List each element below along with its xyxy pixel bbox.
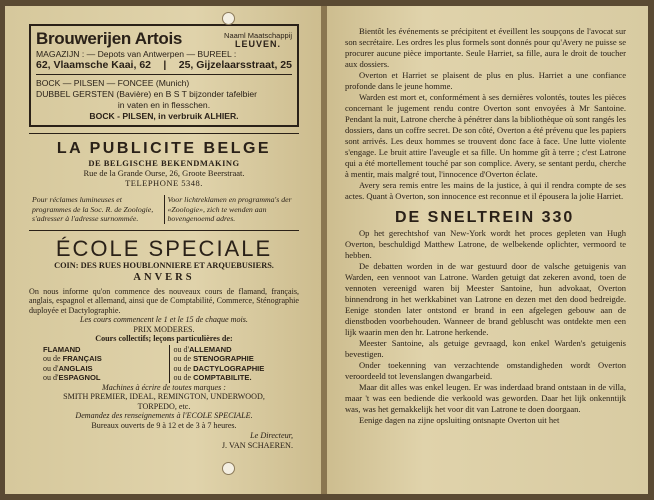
story-paragraph: Eenige dagen na zijne opsluiting ontsnapte Overton uit het [359, 415, 560, 425]
right-page [327, 6, 648, 494]
story-paragraph: Op het gerechtshof van New-York wordt het proces gepleten van Hugh Overton, beschuldigd Matthew Latrone, de welbekende oplichter, vermoord te hebben. [345, 228, 626, 260]
story-paragraph: Bientôt les événements se précipitent et éveillent les soupçons de l'avocat sur son secrétaire. Les ordres les plus formels sont donnés pour qu'Avery ne puisse se procurer aucune pièce importante. Seule Harriet, sa fille, aura le droit de toucher aux dossiers. [345, 26, 626, 69]
staple-hole [222, 12, 235, 25]
ecole-start: Les cours commencent le 1 et le 15 de chaque mois. [80, 315, 248, 325]
brouwerijen-bottles: in vaten en in flesschen. [117, 100, 211, 110]
divider [29, 133, 299, 134]
ecole-courses-left [43, 345, 169, 383]
brouwerijen-company-type: Naaml Maatschappij [224, 31, 292, 40]
story-paragraph: Onder toekenning van verzachtende omstandigheden wordt Overton veroordeeld tot levenslangen dwangarbeid. [345, 360, 626, 381]
publicite-title: LA PUBLICITE BELGE [56, 140, 272, 157]
story-paragraph: Warden est mort et, conformément à ses dernières volontés, toutes les pièces concernant le jugement rendu contre Overton sont envoyées à Mr Santoine. Pendant la nuit, Latrone cherche à pénétrer dans la bibliothèque où sont rangés les dossiers, dans un coffre secret. De son côté, Overton a été prévenu que les papiers sont arrivés. Les deux hommes se trouvent donc face à face. Une lutte violente s'engage. Le bruit attire l'aveugle et sa fille. Un homme gît à terre ; c'est Latrone qui a été mortellement touché par son complice. Avery, se sentant perdu, cherche à mentir, mais malgré tout, l'innocence d'Overton éclate. [345, 92, 626, 179]
story-paragraph: Maar dit alles was enkel leugen. Er was inderdaad brand ontstaan in de villa, maar 't was een bediende die verkoold was geworden. Daar het lijk onkenntijk was, was het gemakkelijk het voor dit van Latrone te doen doorgaan. [345, 382, 626, 414]
course-item: ou d'ALLEMAND [173, 345, 232, 355]
course-item: ou de FRANÇAIS [43, 354, 102, 364]
course-item: ou de DACTYLOGRAPHIE [173, 363, 265, 373]
brouwerijen-ad: Brouwerijen Artois Naaml Maatschappij LEUVEN. MAGAZIJN : — Depots van Antwerpen — BUREEL : 62, Vlaamsche Kaai, 62 | 25, Gijzelaarsstraat, 25 BOCK — PILSEN — FONCEE (Munich) DUBBEL GERSTEN (Bavière) en B S T bijzonder tafelbier in vaten en in flesschen. BOCK - PILSEN, in verbruik ALHIER. [29, 24, 299, 127]
brouwerijen-name: Brouwerijen Artois [36, 29, 183, 48]
publicite-subtitle: DE BELGISCHE BEKENDMAKING [88, 158, 240, 168]
publicite-notices [29, 195, 299, 224]
ecole-location: COIN: DES RUES HOUBLONNIERE ET ARQUEBUSIERS. [54, 260, 274, 270]
publicite-telephone: TELEPHONE 5348. [125, 178, 203, 188]
course-item: ou d'ANGLAIS [43, 363, 93, 373]
brouwerijen-address-right: 25, Gijzelaarsstraat, 25 [178, 59, 292, 71]
story-paragraph: Overton et Harriet se plaisent de plus en plus. Harriet a une confiance profonde dans le jeune homme. [345, 70, 626, 91]
course-item: FLAMAND [43, 345, 81, 355]
ecole-hours: Bureaux ouverts de 9 à 12 et de 3 à 7 heures. [91, 421, 237, 431]
brouwerijen-address-left: 62, Vlaamsche Kaai, 62 [36, 59, 151, 71]
publicite-address: Rue de la Grande Ourse, 26, Groote Beerstraat. [83, 168, 245, 178]
brouwerijen-city: LEUVEN. [235, 39, 282, 49]
story-paragraph: Avery sera remis entre les mains de la justice, à qui il rendra compte de ses actes. Quant à Overton, son innocence est reconnue et il épousera la jolie Harriet. [345, 180, 626, 201]
ecole-courses-right [169, 345, 300, 383]
ecole-signature-name: J. VAN SCHAEREN. [221, 440, 293, 450]
brouwerijen-beers: BOCK — PILSEN — FONCEE (Munich) [36, 78, 190, 88]
ecole-brands-2: TORPEDO, etc. [137, 401, 191, 411]
course-item: ou d'ESPAGNOL [43, 373, 101, 383]
ecole-courses [43, 345, 299, 383]
ecole-intro: On nous informe qu'on commence des nouveaux cours de flamand, français, anglais, espagnol et allemand, ainsi que de Comptabilité, Commerce, Sténographie duployée et Dactylographie. [29, 286, 299, 315]
publicite-ad [29, 140, 299, 189]
course-item: ou de COMPTABILITE. [173, 373, 252, 383]
story-nl-title: DE SNELTREIN 330 [395, 209, 575, 226]
ecole-city: ANVERS [133, 271, 195, 283]
story-paragraph: Meester Santoine, als getuige gevraagd, kon enkel Warden's getuigenis bevestigen. [345, 338, 626, 359]
course-item: ou de STENOGRAPHIE [173, 354, 254, 364]
story-paragraph: De debatten worden in de war gestuurd door de valsche getuigenis van Warden, een vennoot van Latrone. Warden getuigt dat zekeren avond, toen de vennoten vereenigd waren bij Meester Santoine, hun advokaat, Overton binnendrong in het werkkabinet van Latrone en dezen met den dood bedreigde. Eenige stonden later ontstond er brand in een afgelegen gebouw aan de dienstboden voorbehouden. Wanneer de brand gebluscht was ontdekte men een lijk waarin men den hr. Latrone herkende. [345, 261, 626, 337]
left-page [5, 6, 321, 494]
ecole-ad [29, 236, 299, 451]
ecole-brands: SMITH PREMIER, IDEAL, REMINGTON, UNDERWOOD, [63, 392, 265, 402]
brouwerijen-dubbel: DUBBEL GERSTEN (Bavière) en B S T bijzonder tafelbier [36, 89, 257, 99]
staple-hole [222, 462, 235, 475]
ecole-prices: PRIX MODERES. [133, 324, 195, 334]
brouwerijen-depots: MAGAZIJN : — Depots van Antwerpen — BUREEL : [36, 49, 237, 59]
divider [29, 230, 299, 231]
ecole-title: ÉCOLE SPECIALE [55, 235, 273, 261]
publicite-right-text: Voor lichtreklamen en programma's der «Zoologie», zich te wenden aan bovengenoemd adres. [164, 195, 300, 224]
ecole-signature-title: Le Directeur, [250, 430, 293, 440]
brouwerijen-retail: BOCK - PILSEN, in verbruik ALHIER. [89, 111, 239, 121]
publicite-left-text: Pour réclames lumineuses et programmes de la Soc. R. de Zoologie, s'adresser à l'adresse surnommée. [32, 195, 154, 223]
ecole-machines: Machines à écrire de toutes marques : [102, 382, 226, 392]
ecole-info: Demandez des renseignements à l'ECOLE SPECIALE. [75, 411, 253, 421]
ecole-courses-heading: Cours collectifs; leçons particulières de: [95, 334, 233, 344]
